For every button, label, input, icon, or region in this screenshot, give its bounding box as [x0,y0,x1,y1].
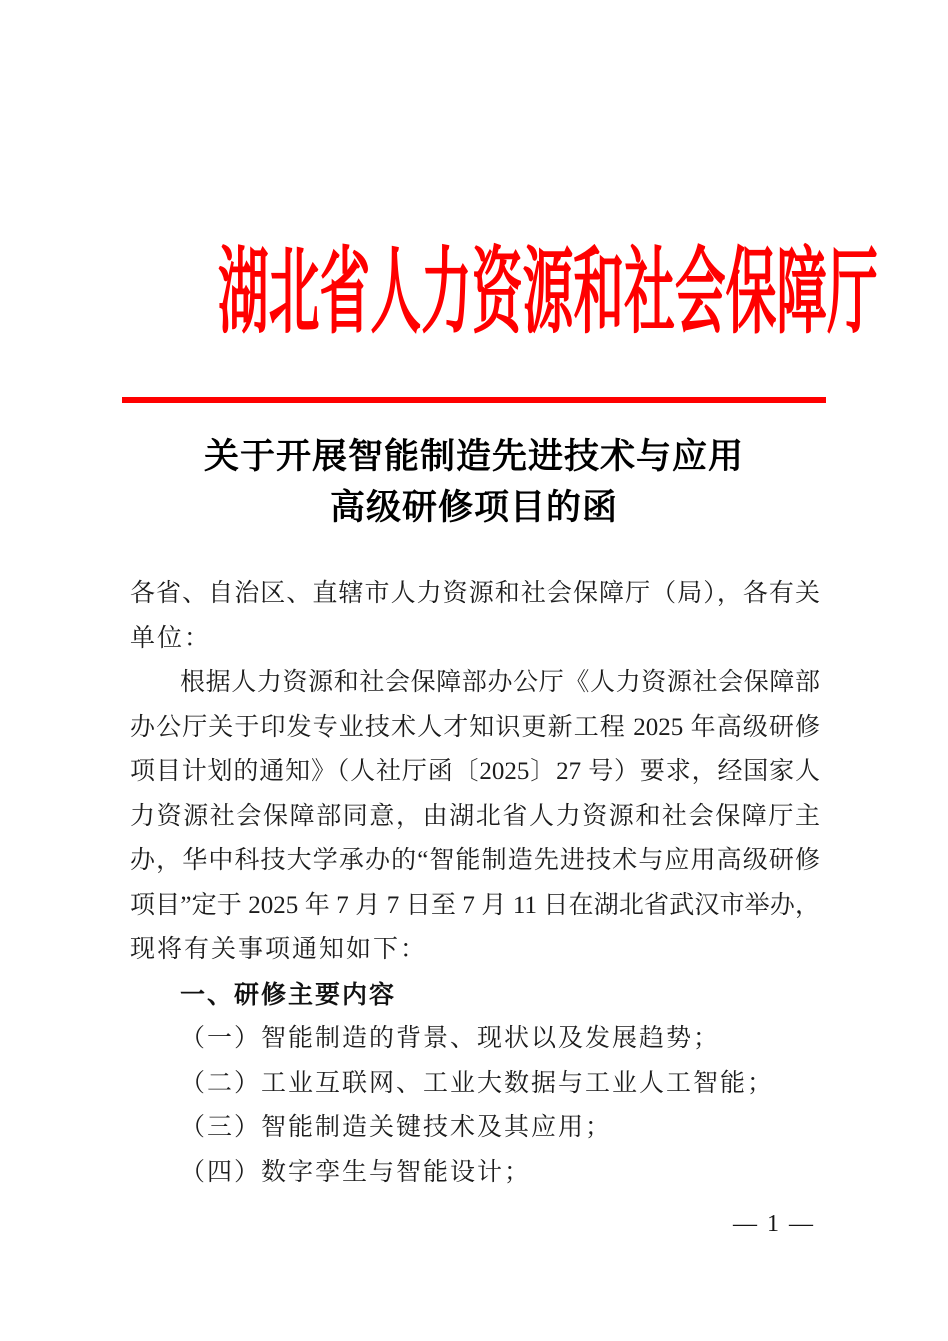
letterhead-title: 湖北省人力资源和社会保障厅 [218,241,878,345]
list-item-1: （一）智能制造的背景、现状以及发展趋势； [180,1025,721,1052]
body-line-paragraph: 办公厅关于印发专业技术人才知识更新工程 2025 年高级研修 [130,713,820,741]
document-body [130,572,820,1195]
document-title-line2: 高级研修项目的函 [329,488,618,527]
list-item-2: （二）工业互联网、工业大数据与工业人工智能； [180,1069,775,1097]
body-line-salutation-2: 单位： [130,624,212,652]
page-number: — 1 — [733,1211,815,1237]
body-line-paragraph: 力资源社会保障部同意，由湖北省人力资源和社会保障厅主 [130,802,820,830]
body-line-salutation: 各省、自治区、直辖市人力资源和社会保障厅（局），各有关 [130,580,820,607]
body-line-paragraph: 项目计划的通知》（人社厅函〔2025〕27 号）要求，经国家人 [130,758,820,785]
letterhead-divider-rule [122,397,826,403]
body-line-paragraph: 办，华中科技大学承办的“智能制造先进技术与应用高级研修 [130,847,820,874]
body-line-paragraph: 项目”定于 2025 年 7 月 7 日至 7 月 11 日在湖北省武汉市举办， [130,891,820,919]
body-line-paragraph: 现将有关事项通知如下： [130,936,428,963]
section-heading-1: 一、研修主要内容 [180,980,397,1009]
body-line-paragraph: 根据人力资源和社会保障部办公厅《人力资源社会保障部 [180,669,820,696]
list-item-4: （四）数字孪生与智能设计； [180,1158,532,1186]
document-title [0,431,948,533]
list-item-3: （三）智能制造关键技术及其应用； [180,1114,613,1141]
document-title-line1: 关于开展智能制造先进技术与应用 [203,437,744,476]
